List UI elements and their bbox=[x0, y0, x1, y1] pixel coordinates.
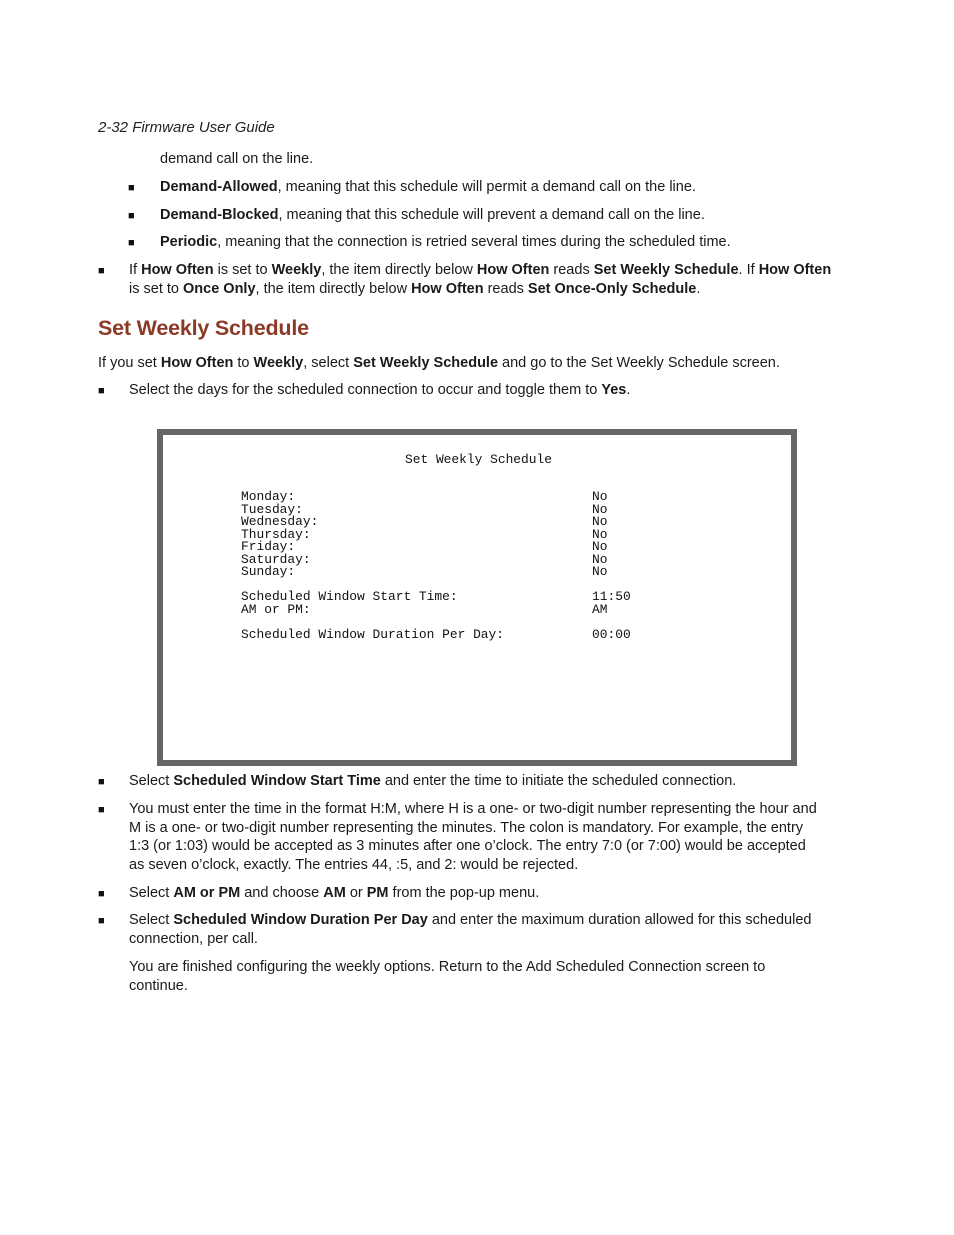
bold-text: Set Weekly Schedule bbox=[353, 355, 499, 371]
bold-text: PM bbox=[366, 885, 389, 901]
start-time-label: Scheduled Window Start Time: bbox=[241, 589, 458, 604]
bold-text: How Often bbox=[160, 355, 234, 371]
option-demand-allowed bbox=[160, 178, 696, 197]
text-line: as seven o’clock, exactly. The entries 44, :5, and 2: would be rejected. bbox=[129, 857, 579, 874]
text: If bbox=[129, 262, 142, 278]
bullet-square-icon: ■ bbox=[98, 265, 105, 277]
text: . bbox=[626, 382, 631, 398]
text: reads bbox=[483, 280, 528, 297]
day-label: Saturday: bbox=[241, 551, 311, 567]
text: and go to the Set Weekly Schedule screen. bbox=[498, 355, 780, 371]
screen-title: Set Weekly Schedule bbox=[405, 452, 552, 467]
text: , the item directly below bbox=[321, 262, 477, 278]
text-line: You are finished configuring the weekly options. Return to the Add Scheduled Connection screen to bbox=[129, 959, 766, 975]
step-start-time bbox=[129, 772, 736, 791]
bullet-square-icon: ■ bbox=[98, 888, 105, 900]
bullet-square-icon: ■ bbox=[98, 915, 105, 927]
bold-text: Set Once-Only Schedule bbox=[527, 280, 697, 297]
text: is set to bbox=[213, 262, 272, 278]
text-line: continue. bbox=[129, 977, 188, 994]
option-demand-blocked bbox=[160, 206, 705, 225]
bold-text: Scheduled Window Duration Per Day bbox=[173, 912, 428, 928]
section-lead bbox=[98, 354, 780, 373]
text: , select bbox=[303, 355, 354, 371]
bold-text: How Often bbox=[476, 262, 550, 278]
text: to bbox=[233, 355, 254, 371]
text: Select bbox=[129, 885, 174, 901]
bold-text: Yes bbox=[601, 382, 627, 398]
text-line bbox=[129, 911, 869, 930]
text: and enter the time to initiate the scheduled connection. bbox=[380, 773, 737, 789]
text: or bbox=[345, 885, 367, 901]
option-term: Periodic bbox=[160, 234, 218, 250]
bold-text: Weekly bbox=[253, 355, 304, 371]
duration-label: Scheduled Window Duration Per Day: bbox=[241, 627, 505, 642]
day-label: Thursday: bbox=[241, 526, 311, 542]
ampm-label: AM or PM: bbox=[241, 601, 311, 617]
step-duration bbox=[129, 911, 869, 948]
bullet-square-icon: ■ bbox=[128, 210, 135, 222]
bold-text: How Often bbox=[141, 262, 214, 278]
bold-text: How Often bbox=[758, 262, 832, 278]
text: and enter the maximum duration allowed for this scheduled bbox=[427, 912, 812, 928]
closing-paragraph bbox=[129, 958, 869, 995]
day-toggle[interactable]: No bbox=[592, 551, 608, 567]
step-time-format bbox=[129, 800, 869, 875]
text: from the pop-up menu. bbox=[388, 885, 540, 901]
bold-text: Once Only bbox=[183, 280, 256, 297]
duration-field[interactable]: 00:00 bbox=[592, 627, 631, 642]
bold-text: AM or PM bbox=[173, 885, 241, 901]
bullet-square-icon: ■ bbox=[98, 385, 105, 397]
bold-text: Scheduled Window Start Time bbox=[173, 773, 381, 789]
running-header: 2-32 Firmware User Guide bbox=[98, 119, 275, 136]
day-toggle[interactable]: No bbox=[592, 501, 608, 517]
text: and choose bbox=[240, 885, 324, 901]
day-label: Friday: bbox=[241, 539, 296, 554]
text-line: connection, per call. bbox=[129, 930, 258, 947]
text: , the item directly below bbox=[255, 280, 412, 297]
text: Select bbox=[129, 773, 174, 789]
option-desc: , meaning that this schedule will prevent a demand call on the line. bbox=[278, 207, 705, 223]
text-line: 1:3 (or 1:03) would be accepted as 3 minutes after one o’clock. The entry 7:0 (or 7:00) would be accepted bbox=[129, 838, 806, 855]
day-label: Sunday: bbox=[241, 564, 296, 579]
day-toggle[interactable]: No bbox=[592, 564, 608, 579]
bold-text: Set Weekly Schedule bbox=[593, 262, 739, 278]
step-select-days bbox=[129, 381, 630, 400]
text: Select the days for the scheduled connection to occur and toggle them to bbox=[129, 382, 602, 398]
text: If you set bbox=[98, 355, 161, 371]
bullet-square-icon: ■ bbox=[128, 182, 135, 194]
bold-text: How Often bbox=[411, 280, 484, 297]
text-line: You must enter the time in the format H:M, where H is a one- or two-digit number representing the hour and bbox=[129, 801, 817, 817]
bold-text: Weekly bbox=[271, 262, 322, 278]
bullet-square-icon: ■ bbox=[128, 237, 135, 249]
option-term: Demand-Allowed bbox=[160, 179, 278, 195]
text: Select bbox=[129, 912, 174, 928]
start-time-field[interactable]: 11:50 bbox=[592, 589, 631, 604]
bullet-square-icon: ■ bbox=[98, 776, 105, 788]
ampm-select[interactable]: AM bbox=[592, 601, 608, 617]
text: reads bbox=[549, 262, 594, 278]
continued-text: demand call on the line. bbox=[160, 151, 314, 167]
how-often-note bbox=[129, 261, 869, 298]
bullet-square-icon: ■ bbox=[98, 804, 105, 816]
text-line: M is a one- or two-digit number representing the minutes. The colon is mandatory. For example, the entry bbox=[129, 819, 804, 836]
step-ampm bbox=[129, 884, 539, 903]
day-toggle[interactable]: No bbox=[592, 539, 608, 554]
text: . If bbox=[738, 262, 759, 278]
day-label: Monday: bbox=[241, 489, 296, 504]
text: is set to bbox=[129, 280, 183, 297]
day-toggle[interactable]: No bbox=[592, 514, 608, 529]
day-toggle[interactable]: No bbox=[592, 526, 608, 542]
terminal-screen bbox=[157, 429, 797, 766]
day-label: Tuesday: bbox=[241, 501, 303, 517]
option-term: Demand-Blocked bbox=[160, 207, 279, 223]
section-heading: Set Weekly Schedule bbox=[98, 316, 309, 340]
day-toggle[interactable]: No bbox=[592, 489, 608, 504]
day-label: Wednesday: bbox=[241, 514, 319, 529]
note-line-2 bbox=[129, 280, 869, 299]
text: . bbox=[696, 280, 701, 297]
option-desc: , meaning that this schedule will permit a demand call on the line. bbox=[277, 179, 696, 195]
option-desc: , meaning that the connection is retried several times during the scheduled time. bbox=[217, 234, 731, 250]
bold-text: AM bbox=[323, 885, 346, 901]
option-periodic bbox=[160, 233, 731, 252]
note-line-1 bbox=[129, 261, 869, 280]
